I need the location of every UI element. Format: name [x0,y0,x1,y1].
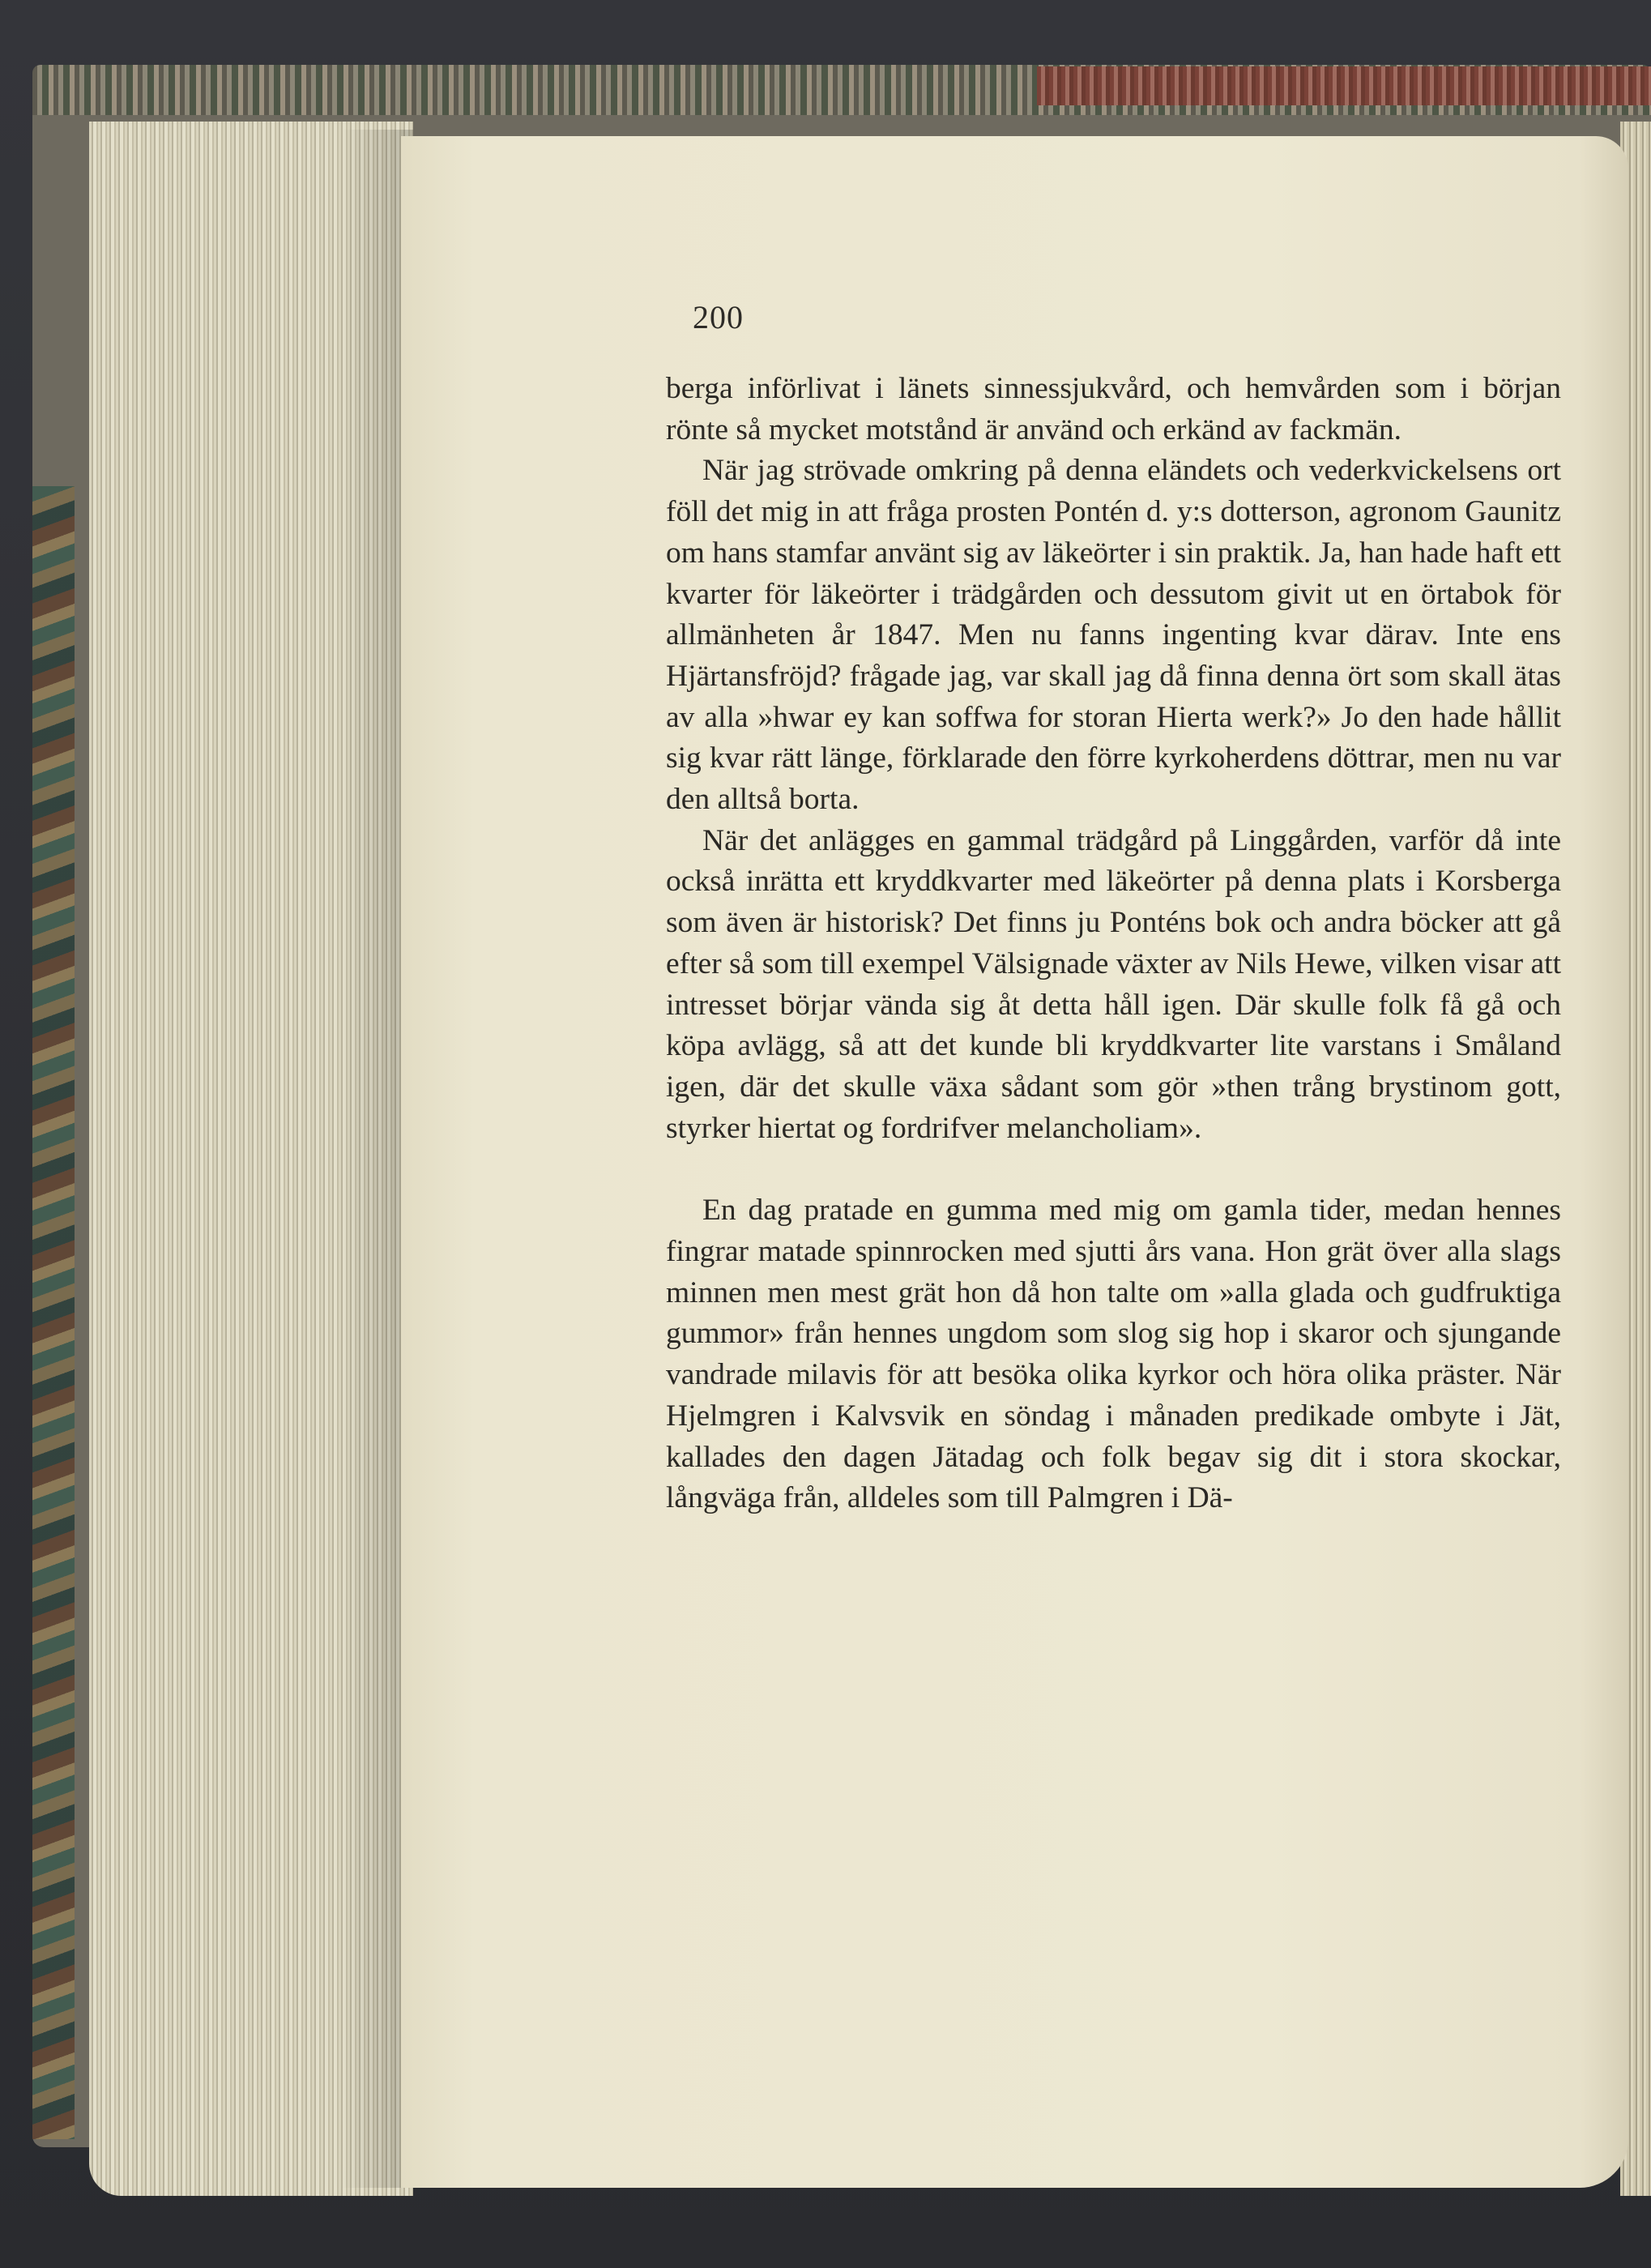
body-text [666,369,1561,1519]
paragraph-4: En dag pratade en gumma med mig om gamla tider, medan hennes fingrar matade spinnrocken med sjutti års vana. Hon grät över alla slags minnen men mest grät hon då hon talte om »alla glada och gudfruktiga gummor» från hennes ungdom som slog sig hop i skaror och sjungande vandrade milavis för att besöka olika kyrkor och höra olika präster. När Hjelmgren i Kalvsvik en söndag i månaden predikade ombyte i Jät, kallades den dagen Jätadag och folk begav sig dit i stora skockar, långväga från, alldeles som till Palmgren i Dä- [666,1194,1561,1515]
book-headband-red [1037,66,1651,105]
paragraph-2: När jag strövade omkring på denna eländets och vederkvickelsens ort föll det mig in att fråga prosten Pontén d. y:s dotterson, agronom Gaunitz om hans stamfar använt sig av läkeörter i sin praktik. Ja, han hade haft ett kvarter för läkeörter i trädgården och dessutom givit ut en örtabok för allmänheten år 1847. Men nu fanns ingenting kvar därav. Inte ens Hjärtansfröjd? frågade jag, var skall jag då finna denna ört som skall ätas av alla »hwar ey kan soffwa for storan Hierta werk?» Jo den hade hållit sig kvar rätt länge, förklarade den förre kyrkoherdens döttrar, men nu var den alltså borta. [666,454,1561,817]
page-number: 200 [693,299,744,335]
section-break [666,1149,1561,1190]
marbled-cover-edge [32,486,75,2139]
paragraph-1: berga införlivat i länets sinnessjukvård, och hemvården som i början rönte så mycket motstånd är använd och erkänd av fackmän. [666,372,1561,446]
paragraph-3: När det anlägges en gammal trädgård på Linggården, varför då inte också inrätta ett kryddkvarter med läkeörter på denna plats i Korsberga som även är historisk? Det finns ju Ponténs bok och andra böcker att gå efter så som till exempel Välsignade växter av Nils Hewe, vilken visar att intresset börjar vända sig åt detta håll igen. Där skulle folk få gå och köpa avlägg, så att det kunde bli kryddkvarter lite varstans i Småland igen, där det skulle växa sådant som gör »then trång brystinom gott, styrker hiertat og fordrifver melancholiam». [666,823,1561,1145]
